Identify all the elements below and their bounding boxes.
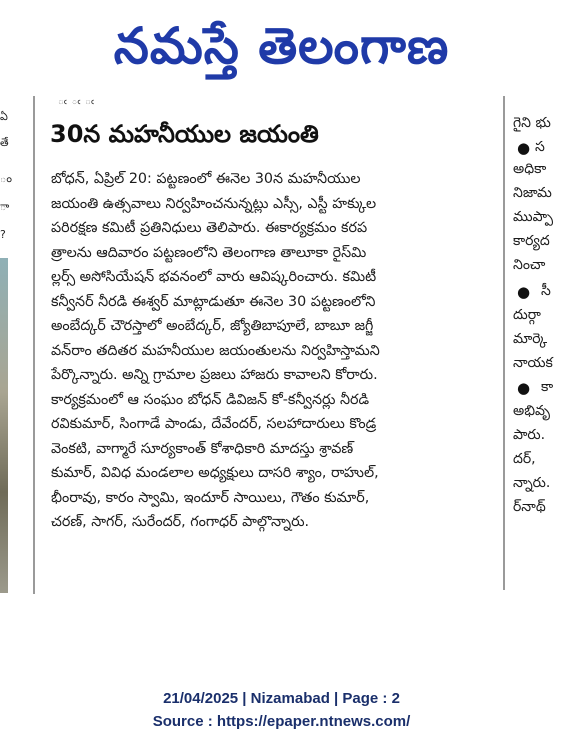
left-fragment: ఏ <box>0 110 8 123</box>
article-line: ల్లర్స్ అసోసియేషన్ భవనంలో వారు ఆవిష్కరించారు. కమిటీ <box>51 269 377 285</box>
article-line: వన్‌రాం తదితర మహనీయుల జయంతులను నిర్వహిస్తామని <box>51 342 380 359</box>
column-divider-left <box>33 96 35 594</box>
left-fragment: తే <box>0 136 9 149</box>
right-fragment: నాయక <box>513 355 553 371</box>
article-line: కన్వీనర్ నీరడి ఈశ్వర్ మాట్లాడుతూ ఈనెల 30 పట్టణంలోని <box>51 293 376 310</box>
article-headline: 30న మహనీయుల జయంతి <box>50 120 319 148</box>
left-fragment: ం <box>0 172 12 185</box>
article-line: బోధన్, ఏప్రిల్ 20: పట్టణంలో ఈనెల 30న మహనీయుల <box>51 171 361 187</box>
footer-source-line: Source : https://epaper.ntnews.com/ <box>152 713 411 730</box>
left-fragment: ా <box>0 200 10 213</box>
bullet-icon: ● <box>517 379 531 397</box>
article-line: త్రాలను ఆదివారం పట్టణంలోని తెలంగాణ తాలూకా రైస్‌మి <box>51 244 367 261</box>
article-line: కుమార్, వివిధ మండలాల అధ్యక్షులు దాసరి శ్యాం, రాహుల్, <box>51 465 379 481</box>
masthead <box>0 0 563 92</box>
right-fragment: స <box>535 139 545 155</box>
right-fragment: సీ <box>541 283 551 299</box>
article-body <box>51 167 496 535</box>
right-fragment: ర్‌నాథ్ <box>513 499 546 515</box>
right-fragment: నిజామ <box>513 185 552 201</box>
article-line: పరిరక్షణ కమిటీ ప్రతినిధులు తెలిపారు. ఈకార్యక్రమం కరప <box>51 220 368 236</box>
article-line: జయంతి ఉత్సవాలు నిర్వహించనున్నట్లు ఎస్సీ, ఎస్టీ హక్కుల <box>51 195 377 212</box>
article-line: కార్యక్రమంలో ఆ సంఘం బోధన్ డివిజన్ కో-కన్వీనర్లు నీరడి <box>51 391 370 408</box>
right-fragment: కార్యద <box>513 233 550 249</box>
left-fragment: ? <box>0 228 6 241</box>
article-line: పేర్కొన్నారు. అన్ని గ్రామాల ప్రజలు హాజరు కావాలని కోరారు. <box>51 367 378 383</box>
right-fragment: కా <box>541 379 554 395</box>
article-line: భీంరావు, కారం స్వామి, ఇందూర్ సాయిలు, గౌతం కుమార్, <box>51 489 370 506</box>
right-fragment: ముప్పా <box>513 209 554 225</box>
article-line: వెంకటి, వాగ్మారే సూర్యకాంత్ కోశాధికారి మాదస్తు శ్రావణ్ <box>51 440 354 457</box>
bullet-icon: ● <box>517 283 531 301</box>
footer-date-line: 21/04/2025 | Nizamabad | Page : 2 <box>163 690 400 707</box>
newspaper-logo: నమస్తే తెలంగాణ <box>113 16 450 75</box>
right-fragment: అధికా <box>513 161 547 177</box>
bullet-icon: ● <box>517 139 531 157</box>
right-fragment: అభివృ <box>513 403 550 419</box>
article-line: రవికుమార్, సింగాడే పాండు, దేవేందర్, సలహాదారులు కొండ్ర <box>51 416 377 432</box>
right-fragment: న్నారు. <box>513 475 551 491</box>
cut-previous-text: ఁ ఁ ఁ <box>58 96 96 107</box>
left-photo-fragment <box>0 258 8 593</box>
right-fragment: గైని భు <box>513 115 551 131</box>
article-line: అంబేద్కర్ చౌరస్తాలో అంబేద్కర్, జ్యోతిబాపూలే, బాబూ జగ్జీ <box>51 318 374 334</box>
right-fragment: నించా <box>513 257 546 273</box>
right-fragment: దర్, <box>513 451 536 467</box>
column-divider-right <box>503 96 505 590</box>
article-line: చరణ్, సాగర్, సురేందర్, గంగాధర్ పాల్గొన్నారు. <box>51 514 310 530</box>
right-fragment: దుర్గా <box>513 307 541 323</box>
right-column-fragment <box>513 115 563 585</box>
right-fragment: పారు. <box>513 427 546 443</box>
right-fragment: మార్కె <box>513 331 548 347</box>
